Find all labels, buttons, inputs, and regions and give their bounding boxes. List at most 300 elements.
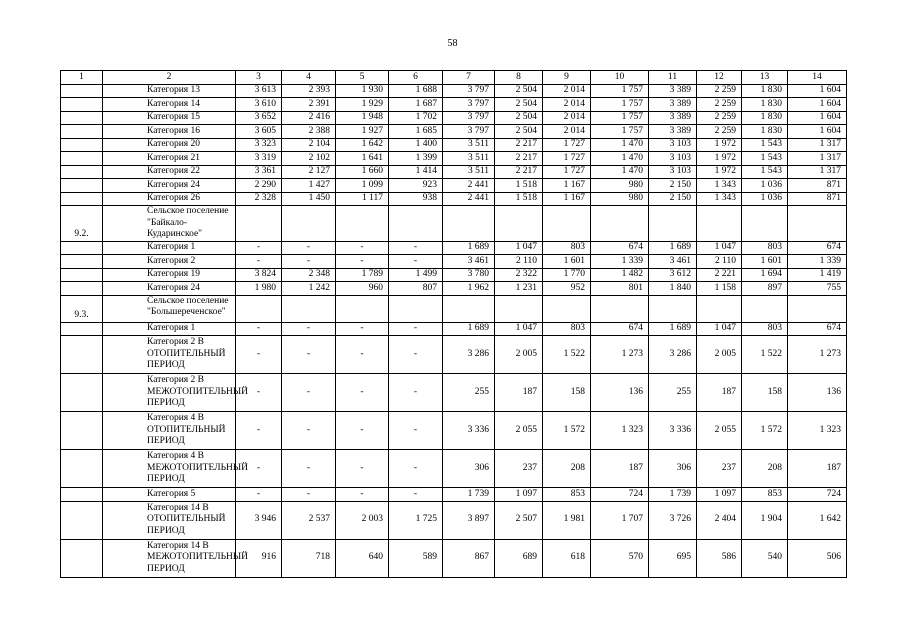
value-cell — [282, 295, 336, 322]
value-cell: 2 537 — [282, 501, 336, 539]
value-cell: 1 167 — [543, 192, 591, 206]
value-cell: 2 416 — [282, 111, 336, 125]
value-cell: 871 — [788, 179, 847, 193]
value-cell: 807 — [389, 282, 443, 296]
value-cell: 1 499 — [389, 268, 443, 282]
value-cell: - — [236, 336, 282, 374]
value-cell: 674 — [591, 322, 649, 336]
value-cell: 3 103 — [649, 152, 697, 166]
section-row — [61, 295, 847, 322]
value-cell: 3 286 — [443, 336, 495, 374]
category-name-cell: Категория 2 В МЕЖОТОПИТЕЛЬНЫЙ ПЕРИОД — [103, 374, 236, 412]
value-cell: 1 642 — [336, 138, 389, 152]
value-cell: - — [236, 412, 282, 450]
category-name-cell: Категория 26 — [103, 192, 236, 206]
category-name-cell: Категория 24 — [103, 282, 236, 296]
value-cell: 2 104 — [282, 138, 336, 152]
category-name-cell: Категория 20 — [103, 138, 236, 152]
value-cell: 1 930 — [336, 84, 389, 98]
value-cell: 1 339 — [788, 255, 847, 269]
value-cell: 1 343 — [697, 179, 742, 193]
value-cell — [236, 206, 282, 242]
row-number-cell — [61, 412, 103, 450]
table-row — [61, 241, 847, 255]
header-cell: 6 — [389, 71, 443, 85]
value-cell: 1 601 — [543, 255, 591, 269]
table-row — [61, 282, 847, 296]
value-cell: 1 036 — [742, 179, 788, 193]
value-cell: 3 103 — [649, 138, 697, 152]
header-row — [61, 71, 847, 85]
value-cell — [543, 295, 591, 322]
value-cell: - — [336, 488, 389, 502]
value-cell: 1 689 — [649, 241, 697, 255]
value-cell: - — [282, 488, 336, 502]
value-cell: 2 110 — [697, 255, 742, 269]
value-cell: 1 770 — [543, 268, 591, 282]
value-cell: 1 727 — [543, 138, 591, 152]
header-cell: 5 — [336, 71, 389, 85]
value-cell: 1 317 — [788, 138, 847, 152]
value-cell: 1 904 — [742, 501, 788, 539]
table-row — [61, 192, 847, 206]
value-cell: 1 694 — [742, 268, 788, 282]
value-cell: 306 — [443, 450, 495, 488]
page-number: 58 — [447, 38, 458, 49]
row-number-cell — [61, 192, 103, 206]
value-cell: 3 797 — [443, 125, 495, 139]
value-cell: 1 036 — [742, 192, 788, 206]
table-row — [61, 179, 847, 193]
value-cell — [591, 295, 649, 322]
value-cell: - — [336, 322, 389, 336]
value-cell: 136 — [788, 374, 847, 412]
value-cell: 3 361 — [236, 165, 282, 179]
row-number-cell — [61, 152, 103, 166]
value-cell: 938 — [389, 192, 443, 206]
value-cell: 2 003 — [336, 501, 389, 539]
value-cell: 1 604 — [788, 84, 847, 98]
value-cell: 1 757 — [591, 111, 649, 125]
table-row — [61, 125, 847, 139]
value-cell: 3 652 — [236, 111, 282, 125]
value-cell: 2 014 — [543, 98, 591, 112]
value-cell — [495, 206, 543, 242]
table-row — [61, 152, 847, 166]
value-cell: 1 543 — [742, 138, 788, 152]
value-cell: 897 — [742, 282, 788, 296]
value-cell: - — [336, 241, 389, 255]
value-cell: 136 — [591, 374, 649, 412]
row-number-cell — [61, 98, 103, 112]
category-name-cell: Категория 16 — [103, 125, 236, 139]
section-name-cell: Сельское поселение "Байкало-Кударинское" — [103, 206, 236, 242]
value-cell: 1 727 — [543, 165, 591, 179]
table-row — [61, 412, 847, 450]
value-cell: 2 150 — [649, 179, 697, 193]
category-name-cell: Категория 1 — [103, 241, 236, 255]
value-cell: 674 — [788, 322, 847, 336]
value-cell: - — [236, 322, 282, 336]
value-cell: 2 005 — [495, 336, 543, 374]
value-cell: 1 972 — [697, 165, 742, 179]
tariff-table — [60, 70, 847, 578]
value-cell: 2 393 — [282, 84, 336, 98]
value-cell: 3 389 — [649, 125, 697, 139]
category-name-cell: Категория 19 — [103, 268, 236, 282]
value-cell: 1 725 — [389, 501, 443, 539]
value-cell: 1 470 — [591, 138, 649, 152]
row-number-cell: 9.3. — [61, 295, 103, 322]
value-cell: - — [282, 336, 336, 374]
value-cell — [649, 206, 697, 242]
value-cell: 867 — [443, 539, 495, 577]
value-cell: 1 707 — [591, 501, 649, 539]
row-number-cell — [61, 539, 103, 577]
table-row — [61, 501, 847, 539]
value-cell: 1 518 — [495, 192, 543, 206]
value-cell: 158 — [742, 374, 788, 412]
category-name-cell: Категория 5 — [103, 488, 236, 502]
value-cell — [336, 295, 389, 322]
value-cell: 1 167 — [543, 179, 591, 193]
value-cell: 1 689 — [649, 322, 697, 336]
value-cell: 1 572 — [543, 412, 591, 450]
value-cell: 2 217 — [495, 138, 543, 152]
value-cell: 2 110 — [495, 255, 543, 269]
value-cell: - — [336, 412, 389, 450]
value-cell: 3 511 — [443, 152, 495, 166]
value-cell: 2 504 — [495, 98, 543, 112]
value-cell: 306 — [649, 450, 697, 488]
header-cell: 10 — [591, 71, 649, 85]
value-cell: 1 830 — [742, 84, 788, 98]
value-cell: 3 389 — [649, 98, 697, 112]
value-cell: 1 343 — [697, 192, 742, 206]
value-cell: 1 688 — [389, 84, 443, 98]
table-row — [61, 111, 847, 125]
value-cell: 1 739 — [443, 488, 495, 502]
value-cell: 1 470 — [591, 152, 649, 166]
value-cell: 1 972 — [697, 138, 742, 152]
header-cell: 11 — [649, 71, 697, 85]
value-cell: 1 427 — [282, 179, 336, 193]
value-cell: 755 — [788, 282, 847, 296]
value-cell: - — [282, 241, 336, 255]
value-cell: 187 — [697, 374, 742, 412]
value-cell: - — [236, 374, 282, 412]
table-body — [61, 84, 847, 577]
header-cell: 13 — [742, 71, 788, 85]
header-cell: 14 — [788, 71, 847, 85]
value-cell — [742, 206, 788, 242]
table-row — [61, 255, 847, 269]
value-cell: 1 601 — [742, 255, 788, 269]
value-cell: 589 — [389, 539, 443, 577]
value-cell: 2 221 — [697, 268, 742, 282]
value-cell: - — [336, 255, 389, 269]
value-cell: 3 319 — [236, 152, 282, 166]
value-cell: 187 — [788, 450, 847, 488]
value-cell: 674 — [591, 241, 649, 255]
value-cell: 1 980 — [236, 282, 282, 296]
header-cell: 9 — [543, 71, 591, 85]
value-cell: 208 — [543, 450, 591, 488]
value-cell: 1 604 — [788, 98, 847, 112]
value-cell: 1 242 — [282, 282, 336, 296]
value-cell: 3 824 — [236, 268, 282, 282]
value-cell: 1 962 — [443, 282, 495, 296]
value-cell: - — [282, 255, 336, 269]
value-cell: 1 273 — [591, 336, 649, 374]
value-cell: - — [282, 374, 336, 412]
value-cell — [649, 295, 697, 322]
value-cell: 255 — [649, 374, 697, 412]
value-cell: 1 660 — [336, 165, 389, 179]
value-cell: 2 102 — [282, 152, 336, 166]
value-cell: 3 610 — [236, 98, 282, 112]
value-cell: 1 757 — [591, 84, 649, 98]
table-row — [61, 322, 847, 336]
value-cell: 2 348 — [282, 268, 336, 282]
value-cell: 3 336 — [649, 412, 697, 450]
value-cell: 1 757 — [591, 98, 649, 112]
value-cell: 3 946 — [236, 501, 282, 539]
value-cell: 2 507 — [495, 501, 543, 539]
value-cell: 1 117 — [336, 192, 389, 206]
value-cell: 3 286 — [649, 336, 697, 374]
value-cell: 1 047 — [495, 322, 543, 336]
value-cell — [591, 206, 649, 242]
value-cell — [282, 206, 336, 242]
value-cell: 3 797 — [443, 98, 495, 112]
value-cell: 570 — [591, 539, 649, 577]
value-cell: - — [336, 450, 389, 488]
value-cell: 853 — [742, 488, 788, 502]
value-cell: 1 981 — [543, 501, 591, 539]
value-cell: 1 840 — [649, 282, 697, 296]
value-cell: - — [389, 336, 443, 374]
value-cell: 801 — [591, 282, 649, 296]
value-cell: 923 — [389, 179, 443, 193]
value-cell: 1 543 — [742, 165, 788, 179]
value-cell: 2 504 — [495, 84, 543, 98]
row-number-cell — [61, 450, 103, 488]
value-cell: 718 — [282, 539, 336, 577]
header-cell: 3 — [236, 71, 282, 85]
value-cell: 2 441 — [443, 192, 495, 206]
value-cell: - — [236, 255, 282, 269]
value-cell — [697, 206, 742, 242]
value-cell: 255 — [443, 374, 495, 412]
value-cell: 2 441 — [443, 179, 495, 193]
value-cell: - — [389, 374, 443, 412]
value-cell: 1 757 — [591, 125, 649, 139]
value-cell: 2 014 — [543, 125, 591, 139]
value-cell: 1 400 — [389, 138, 443, 152]
value-cell: 2 404 — [697, 501, 742, 539]
value-cell: 1 830 — [742, 125, 788, 139]
value-cell — [742, 295, 788, 322]
header-cell: 1 — [61, 71, 103, 85]
value-cell: 2 014 — [543, 84, 591, 98]
header-cell: 4 — [282, 71, 336, 85]
value-cell: 871 — [788, 192, 847, 206]
value-cell: 1 948 — [336, 111, 389, 125]
table-row — [61, 336, 847, 374]
value-cell: 1 739 — [649, 488, 697, 502]
value-cell: 1 450 — [282, 192, 336, 206]
value-cell — [389, 295, 443, 322]
row-number-cell — [61, 255, 103, 269]
value-cell: 916 — [236, 539, 282, 577]
value-cell: - — [336, 374, 389, 412]
value-cell: 3 511 — [443, 138, 495, 152]
value-cell: 2 322 — [495, 268, 543, 282]
value-cell: 1 830 — [742, 111, 788, 125]
value-cell: 1 642 — [788, 501, 847, 539]
value-cell: 803 — [742, 241, 788, 255]
value-cell: - — [389, 450, 443, 488]
category-name-cell: Категория 2 В ОТОПИТЕЛЬНЫЙ ПЕРИОД — [103, 336, 236, 374]
value-cell: 2 127 — [282, 165, 336, 179]
table-row — [61, 539, 847, 577]
value-cell — [788, 206, 847, 242]
value-cell: 980 — [591, 179, 649, 193]
value-cell: 2 014 — [543, 111, 591, 125]
value-cell: 2 388 — [282, 125, 336, 139]
value-cell: 674 — [788, 241, 847, 255]
value-cell — [443, 206, 495, 242]
value-cell: 2 504 — [495, 111, 543, 125]
table-row — [61, 84, 847, 98]
value-cell: 3 613 — [236, 84, 282, 98]
row-number-cell — [61, 125, 103, 139]
value-cell: 1 789 — [336, 268, 389, 282]
value-cell: - — [236, 488, 282, 502]
row-number-cell — [61, 268, 103, 282]
value-cell: 724 — [591, 488, 649, 502]
header-cell: 12 — [697, 71, 742, 85]
value-cell: 1 518 — [495, 179, 543, 193]
value-cell: 803 — [543, 322, 591, 336]
value-cell: 689 — [495, 539, 543, 577]
table-row — [61, 374, 847, 412]
value-cell: 2 259 — [697, 84, 742, 98]
row-number-cell — [61, 179, 103, 193]
value-cell: - — [236, 450, 282, 488]
category-name-cell: Категория 22 — [103, 165, 236, 179]
value-cell: 853 — [543, 488, 591, 502]
value-cell: 803 — [742, 322, 788, 336]
value-cell: 1 099 — [336, 179, 389, 193]
value-cell — [697, 295, 742, 322]
value-cell: 1 830 — [742, 98, 788, 112]
value-cell: 2 055 — [495, 412, 543, 450]
value-cell: 1 604 — [788, 125, 847, 139]
value-cell — [495, 295, 543, 322]
value-cell: 618 — [543, 539, 591, 577]
value-cell: 1 158 — [697, 282, 742, 296]
category-name-cell: Категория 14 В МЕЖОТОПИТЕЛЬНЫЙ ПЕРИОД — [103, 539, 236, 577]
table-row — [61, 138, 847, 152]
value-cell: 208 — [742, 450, 788, 488]
value-cell: 3 780 — [443, 268, 495, 282]
value-cell: 2 290 — [236, 179, 282, 193]
row-number-cell — [61, 165, 103, 179]
table-row — [61, 450, 847, 488]
value-cell: 2 005 — [697, 336, 742, 374]
header-cell: 2 — [103, 71, 236, 85]
row-number-cell — [61, 336, 103, 374]
value-cell: 2 259 — [697, 125, 742, 139]
section-name-cell: Сельское поселение "Большереченское" — [103, 295, 236, 322]
category-name-cell: Категория 2 — [103, 255, 236, 269]
value-cell: 960 — [336, 282, 389, 296]
value-cell: - — [389, 241, 443, 255]
value-cell: 2 259 — [697, 98, 742, 112]
table-row — [61, 488, 847, 502]
row-number-cell — [61, 84, 103, 98]
category-name-cell: Категория 1 — [103, 322, 236, 336]
value-cell: 1 097 — [495, 488, 543, 502]
value-cell: 1 522 — [742, 336, 788, 374]
value-cell: 1 414 — [389, 165, 443, 179]
value-cell: - — [282, 412, 336, 450]
value-cell: 1 273 — [788, 336, 847, 374]
value-cell: 1 339 — [591, 255, 649, 269]
value-cell — [389, 206, 443, 242]
category-name-cell: Категория 4 В ОТОПИТЕЛЬНЫЙ ПЕРИОД — [103, 412, 236, 450]
value-cell: 1 097 — [697, 488, 742, 502]
value-cell: 724 — [788, 488, 847, 502]
value-cell: 3 797 — [443, 111, 495, 125]
value-cell: 1 929 — [336, 98, 389, 112]
value-cell — [543, 206, 591, 242]
value-cell: 1 047 — [697, 322, 742, 336]
category-name-cell: Категория 4 В МЕЖОТОПИТЕЛЬНЫЙ ПЕРИОД — [103, 450, 236, 488]
value-cell: 237 — [495, 450, 543, 488]
value-cell — [788, 295, 847, 322]
value-cell — [236, 295, 282, 322]
section-row — [61, 206, 847, 242]
value-cell — [336, 206, 389, 242]
value-cell: 2 217 — [495, 152, 543, 166]
value-cell: 158 — [543, 374, 591, 412]
row-number-cell — [61, 241, 103, 255]
value-cell: 1 641 — [336, 152, 389, 166]
value-cell: 1 572 — [742, 412, 788, 450]
value-cell: - — [282, 322, 336, 336]
category-name-cell: Категория 24 — [103, 179, 236, 193]
value-cell: 3 389 — [649, 111, 697, 125]
value-cell — [443, 295, 495, 322]
row-number-cell — [61, 488, 103, 502]
value-cell: 2 504 — [495, 125, 543, 139]
value-cell: 1 231 — [495, 282, 543, 296]
value-cell: 1 482 — [591, 268, 649, 282]
value-cell: 187 — [495, 374, 543, 412]
value-cell: 640 — [336, 539, 389, 577]
value-cell: 3 726 — [649, 501, 697, 539]
value-cell: 3 897 — [443, 501, 495, 539]
category-name-cell: Категория 21 — [103, 152, 236, 166]
value-cell: - — [389, 488, 443, 502]
value-cell: 1 972 — [697, 152, 742, 166]
value-cell: 3 336 — [443, 412, 495, 450]
value-cell: 3 797 — [443, 84, 495, 98]
value-cell: 1 604 — [788, 111, 847, 125]
